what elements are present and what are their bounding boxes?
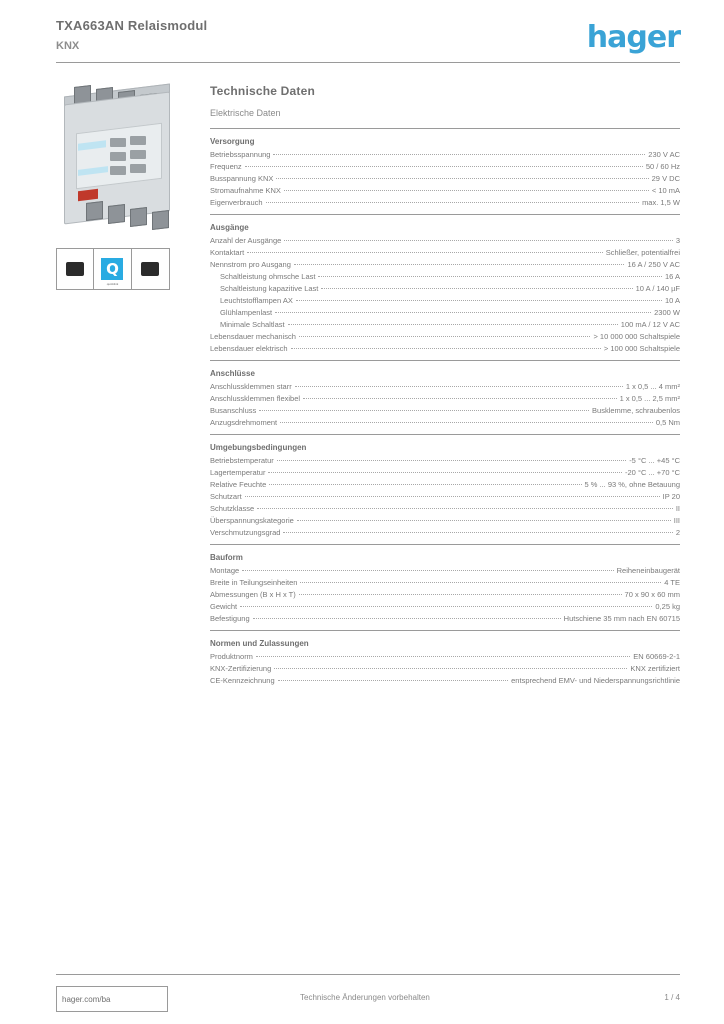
quicklink-caption: quicklink — [106, 282, 119, 286]
din-rail-icon — [57, 249, 94, 289]
spec-row — [210, 514, 680, 526]
spec-row-label: Breite in Teilungseinheiten — [210, 577, 298, 587]
spec-row — [210, 526, 680, 538]
spec-row — [210, 674, 680, 686]
spec-row-leader — [321, 288, 632, 289]
device-manual-button — [110, 166, 126, 175]
spec-row — [210, 270, 680, 282]
device-manual-button — [130, 164, 146, 173]
spec-row-leader — [300, 582, 661, 583]
spec-row-leader — [318, 276, 662, 277]
spec-group-divider — [210, 434, 680, 435]
device-manual-button — [110, 152, 126, 161]
spec-row-leader — [283, 532, 672, 533]
spec-row-leader — [275, 312, 651, 313]
spec-row — [210, 282, 680, 294]
document-header — [56, 18, 680, 60]
spec-row — [210, 466, 680, 478]
spec-row — [210, 454, 680, 466]
spec-row-leader — [278, 680, 509, 681]
spec-row-leader — [297, 520, 671, 521]
spec-row-value: 4 TE — [664, 577, 680, 587]
spec-row-leader — [266, 202, 640, 203]
spec-row-leader — [242, 570, 613, 571]
spec-group — [210, 630, 680, 686]
spec-row-value: Hutschiene 35 mm nach EN 60715 — [563, 613, 680, 623]
spec-row-value: 16 A / 250 V AC — [627, 259, 680, 269]
spec-row-label: CE-Kennzeichnung — [210, 675, 275, 685]
spec-row-leader — [284, 190, 649, 191]
spec-group-divider — [210, 360, 680, 361]
spec-row-label: Gewicht — [210, 601, 238, 611]
spec-row-value: > 100 000 Schaltspiele — [603, 343, 680, 353]
device-manual-button — [130, 150, 146, 159]
spec-row — [210, 172, 680, 184]
spec-row-leader — [274, 668, 627, 669]
spec-row-label: Verschmutzungsgrad — [210, 527, 281, 537]
spec-subtitle: Elektrische Daten — [210, 108, 281, 118]
header-divider — [56, 62, 680, 63]
spec-row-label: Anzugsdrehmoment — [210, 417, 278, 427]
spec-row-value: Reiheneinbaugerät — [616, 565, 680, 575]
spec-row-leader — [284, 240, 673, 241]
spec-row-leader — [269, 484, 581, 485]
spec-group — [210, 360, 680, 428]
device-manual-button — [110, 138, 126, 147]
spec-row — [210, 576, 680, 588]
spec-row-leader — [256, 656, 630, 657]
specification-table — [210, 84, 680, 686]
spec-row — [210, 246, 680, 258]
spec-row-label: Betriebstemperatur — [210, 455, 274, 465]
enclosure-icon — [132, 249, 169, 289]
page-title: TXA663AN Relaismodul — [56, 18, 208, 33]
device-terminal-bottom — [86, 201, 103, 221]
spec-group-divider — [210, 214, 680, 215]
spec-row-leader — [288, 324, 618, 325]
spec-row-leader — [280, 422, 653, 423]
spec-row — [210, 588, 680, 600]
spec-row-value: 100 mA / 12 V AC — [620, 319, 680, 329]
spec-row-label: Leuchtstofflampen AX — [220, 295, 293, 305]
spec-row-leader — [303, 398, 617, 399]
spec-group — [210, 544, 680, 624]
spec-row-value: -20 °C ... +70 °C — [625, 467, 680, 477]
spec-row — [210, 380, 680, 392]
spec-row-leader — [294, 264, 625, 265]
spec-row — [210, 600, 680, 612]
spec-row-leader — [273, 154, 645, 155]
spec-row-label: Produktnorm — [210, 651, 253, 661]
spec-row — [210, 160, 680, 172]
spec-row — [210, 148, 680, 160]
spec-row-value: 0,5 Nm — [655, 417, 680, 427]
spec-row-value: II — [675, 503, 680, 513]
footer-note: Technische Änderungen vorbehalten — [300, 993, 430, 1002]
spec-row — [210, 612, 680, 624]
spec-row — [210, 502, 680, 514]
spec-group-divider — [210, 128, 680, 129]
spec-group-heading: Bauform — [210, 553, 243, 562]
spec-row-value: < 10 mA — [651, 185, 680, 195]
device-manual-button — [130, 136, 146, 145]
footer-link-box[interactable] — [56, 986, 168, 1012]
spec-row-value: 50 / 60 Hz — [645, 161, 680, 171]
spec-row-value: > 10 000 000 Schaltspiele — [593, 331, 680, 341]
spec-row-leader — [299, 594, 622, 595]
spec-row-leader — [277, 460, 626, 461]
brand-wordmark: hager — [586, 20, 680, 55]
spec-row-label: Schutzart — [210, 491, 242, 501]
spec-row-leader — [276, 178, 648, 179]
spec-group-divider — [210, 544, 680, 545]
spec-row — [210, 490, 680, 502]
spec-row-leader — [253, 618, 561, 619]
spec-group-heading: Anschlüsse — [210, 369, 255, 378]
spec-row-label: Glühlampenlast — [220, 307, 273, 317]
spec-row-leader — [245, 166, 643, 167]
spec-row — [210, 306, 680, 318]
spec-row — [210, 330, 680, 342]
spec-row-leader — [268, 472, 622, 473]
spec-row-value: 29 V DC — [651, 173, 680, 183]
spec-row-label: Lebensdauer mechanisch — [210, 331, 296, 341]
spec-group-divider — [210, 630, 680, 631]
spec-group-heading: Versorgung — [210, 137, 255, 146]
spec-row — [210, 478, 680, 490]
spec-group — [210, 128, 680, 208]
spec-row-leader — [245, 496, 660, 497]
spec-row — [210, 184, 680, 196]
brand-logo — [560, 20, 680, 55]
spec-row-value: 70 x 90 x 60 mm — [624, 589, 680, 599]
spec-row-value: 5 % ... 93 %, ohne Betauung — [584, 479, 680, 489]
spec-row-value: 2300 W — [654, 307, 680, 317]
spec-row-label: Nennstrom pro Ausgang — [210, 259, 291, 269]
spec-row-label: Montage — [210, 565, 240, 575]
spec-row-value: 1 x 0,5 ... 2,5 mm² — [619, 393, 680, 403]
spec-row-label: Abmessungen (B x H x T) — [210, 589, 296, 599]
spec-row-label: Lebensdauer elektrisch — [210, 343, 288, 353]
quicklink-glyph: Q — [101, 258, 123, 280]
spec-row-label: Befestigung — [210, 613, 250, 623]
spec-row-value: 230 V AC — [648, 149, 680, 159]
spec-group-heading: Normen und Zulassungen — [210, 639, 309, 648]
spec-row-value: 10 A — [664, 295, 680, 305]
spec-row-value: 3 — [675, 235, 680, 245]
spec-row-label: Eigenverbrauch — [210, 197, 263, 207]
spec-row — [210, 650, 680, 662]
spec-row-label: Überspannungskategorie — [210, 515, 294, 525]
footer-divider — [56, 974, 680, 975]
spec-row-label: Betriebsspannung — [210, 149, 271, 159]
spec-group-heading: Ausgänge — [210, 223, 249, 232]
spec-row-leader — [295, 386, 623, 387]
spec-group — [210, 434, 680, 538]
spec-row — [210, 416, 680, 428]
spec-row-label: Busanschluss — [210, 405, 257, 415]
spec-row-value: -5 °C ... +45 °C — [629, 455, 680, 465]
spec-row — [210, 564, 680, 576]
quicklink-icon — [94, 249, 131, 289]
spec-row-value: 10 A / 140 µF — [635, 283, 680, 293]
spec-group-heading: Umgebungsbedingungen — [210, 443, 307, 452]
spec-row — [210, 294, 680, 306]
device-terminal-bottom — [108, 204, 125, 224]
spec-row-label: Schutzklasse — [210, 503, 255, 513]
spec-row-leader — [240, 606, 652, 607]
product-icon-row — [56, 248, 170, 290]
spec-row-leader — [257, 508, 673, 509]
spec-row-label: Busspannung KNX — [210, 173, 274, 183]
spec-title: Technische Daten — [210, 84, 316, 98]
spec-row — [210, 234, 680, 246]
spec-row — [210, 196, 680, 208]
spec-row-label: Relative Feuchte — [210, 479, 267, 489]
spec-row-leader — [291, 348, 601, 349]
spec-row — [210, 662, 680, 674]
spec-row-label: Schaltleistung kapazitive Last — [220, 283, 319, 293]
spec-row-value: max. 1,5 W — [642, 197, 680, 207]
spec-row-value: entsprechend EMV- und Niederspannungsrichtlinie — [511, 675, 680, 685]
spec-row-label: Stromaufnahme KNX — [210, 185, 281, 195]
spec-row — [210, 318, 680, 330]
spec-row-value: III — [673, 515, 680, 525]
spec-row-leader — [299, 336, 591, 337]
spec-row-leader — [247, 252, 603, 253]
spec-row-value: IP 20 — [662, 491, 680, 501]
spec-row-label: Anschlussklemmen flexibel — [210, 393, 301, 403]
spec-row-label: Minimale Schaltlast — [220, 319, 285, 329]
spec-row-leader — [296, 300, 662, 301]
spec-row-label: Schaltleistung ohmsche Last — [220, 271, 316, 281]
spec-row-value: 16 A — [664, 271, 680, 281]
device-terminal-bottom — [152, 210, 169, 230]
spec-row-label: Kontaktart — [210, 247, 245, 257]
spec-row — [210, 258, 680, 270]
footer-link[interactable]: hager.com/ba — [62, 994, 111, 1004]
page-subtitle: KNX — [56, 40, 80, 52]
spec-row — [210, 404, 680, 416]
spec-row-label: Anzahl der Ausgänge — [210, 235, 282, 245]
spec-row-leader — [259, 410, 589, 411]
footer-page-number: 1 / 4 — [664, 993, 680, 1002]
spec-row-label: Anschlussklemmen starr — [210, 381, 292, 391]
spec-row — [210, 392, 680, 404]
spec-group-list — [210, 128, 680, 686]
device-terminal-bottom — [130, 207, 147, 227]
spec-row-value: Busklemme, schraubenlos — [592, 405, 680, 415]
spec-row — [210, 342, 680, 354]
spec-row-value: 1 x 0,5 ... 4 mm² — [625, 381, 680, 391]
spec-row-label: Lagertemperatur — [210, 467, 266, 477]
spec-row-value: KNX zertifiziert — [630, 663, 680, 673]
product-image — [56, 84, 180, 234]
spec-row-value: 2 — [675, 527, 680, 537]
spec-row-value: EN 60669-2-1 — [633, 651, 680, 661]
spec-row-value: 0,25 kg — [655, 601, 680, 611]
spec-row-value: Schließer, potentialfrei — [605, 247, 680, 257]
spec-row-label: Frequenz — [210, 161, 242, 171]
spec-group — [210, 214, 680, 354]
spec-row-label: KNX-Zertifizierung — [210, 663, 272, 673]
